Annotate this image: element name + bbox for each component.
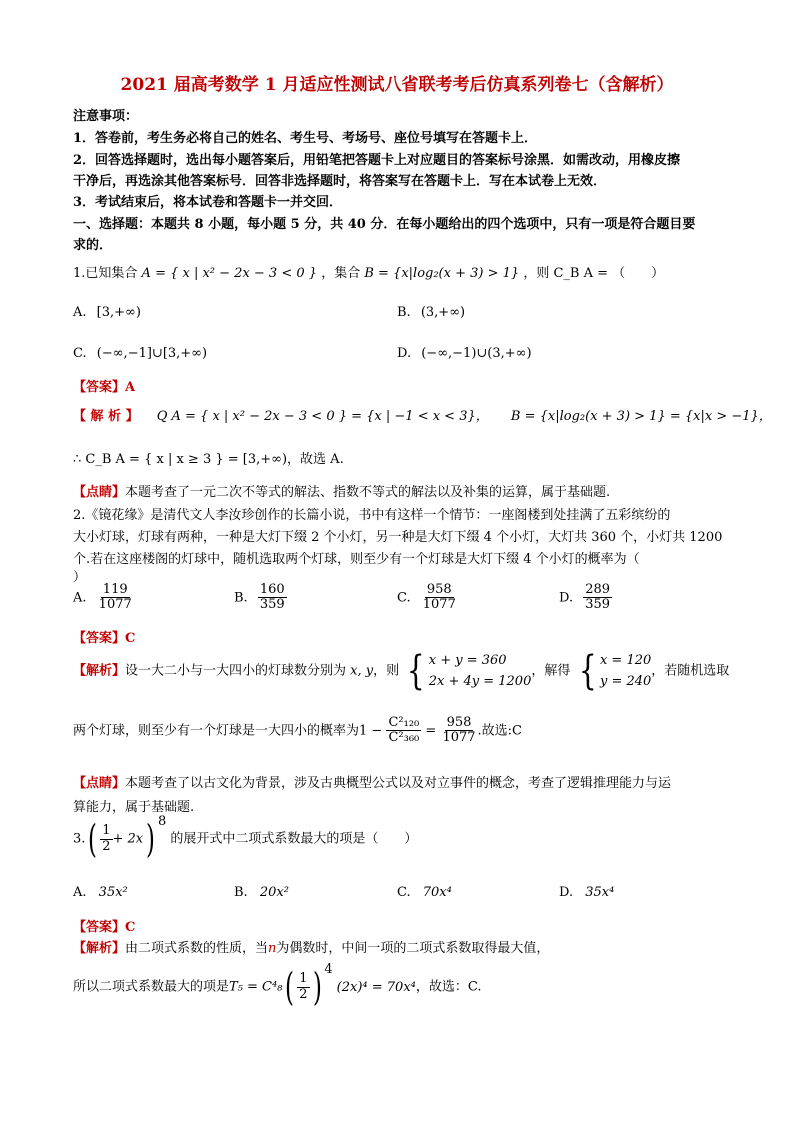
equation: 2x + 4y = 1200 [428, 674, 532, 689]
left-paren: ( [285, 965, 295, 1009]
q2-answer [73, 627, 135, 646]
q3-analysis-result [73, 962, 482, 1009]
result-fraction [297, 972, 309, 1002]
math-text: = [425, 723, 437, 739]
fraction-numerator: 160 [259, 582, 285, 597]
equation: y = 240 [599, 674, 652, 689]
q3-option-c [397, 885, 452, 900]
probability-fraction [386, 716, 421, 746]
fraction-denominator: 2 [102, 838, 111, 854]
option-label: C. [397, 590, 411, 606]
analysis-text: ，若随机选取 [651, 663, 730, 679]
q1-option-b [397, 305, 465, 320]
note-item: 3．考试结束后，将本试卷和答题卡一并交回． [73, 195, 343, 210]
comment-text: 本题考查了以古文化为背景，涉及古典概型公式以及对立事件的概念，考查了逻辑推理能力与运 [125, 776, 672, 791]
q1-answer [73, 376, 135, 395]
fraction-numerator: 958 [426, 582, 452, 597]
q1-stem-text: （ ） [612, 266, 665, 281]
option-label: A. [73, 305, 87, 320]
option-value: (−∞,−1]∪[3,+∞) [96, 346, 208, 361]
question-number: 3. [73, 831, 86, 847]
fraction-denominator: 359 [585, 597, 611, 613]
q1-analysis-set-b: B = {x|log₂(x + 3) > 1} = {x|x > −1}， [510, 409, 772, 424]
analysis-tag: 【解析】 [73, 941, 126, 956]
q3-option-a [73, 885, 128, 900]
option-label: C. [397, 885, 411, 900]
system-brace: { [578, 648, 597, 694]
q3-option-b [234, 885, 289, 900]
option-label: B. [234, 590, 248, 606]
analysis-text: 两个灯球，则至少有一个灯球是一大四小的概率为 [73, 723, 360, 739]
q1-stem-text: 1.已知集合 [73, 266, 138, 281]
exponent: 8 [157, 814, 167, 830]
answer-value: A [125, 380, 136, 395]
fraction-denominator: 1077 [422, 597, 456, 613]
option-label: D. [559, 885, 574, 900]
option-value: [3,+∞) [96, 305, 141, 320]
analysis-text: ，则 [373, 663, 400, 679]
option-value: 35x⁴ [585, 885, 615, 900]
option-label: B. [234, 885, 248, 900]
q2-option-d [559, 583, 612, 613]
option-value: (3,+∞) [420, 305, 466, 320]
note-item: 2．回答选择题时，选出每小题答案后，用铅笔把答题卡上对应题目的答案标号涂黑．如需改动，用橡皮擦 [73, 153, 681, 168]
math-text: + 2x [112, 831, 144, 847]
fraction-numerator: 289 [585, 582, 611, 597]
option-value: 70x⁴ [422, 885, 452, 900]
math-var: n [268, 941, 277, 956]
q1-option-d [397, 346, 532, 361]
math-text: (2x)⁴ = 70x⁴ [336, 979, 416, 995]
q1-stem-text: ，集合 [321, 266, 361, 281]
q2-stem-line: ） [73, 570, 87, 585]
option-fraction [97, 583, 134, 613]
left-paren: ( [88, 817, 98, 861]
analysis-text: .故选:C [477, 723, 522, 739]
q1-stem-text: ，则 [523, 266, 550, 281]
q1-complement: C_B A = [553, 266, 609, 281]
option-fraction [583, 583, 612, 613]
analysis-tag: 【解析】 [73, 663, 126, 679]
q2-analysis [73, 650, 729, 692]
option-value: 20x² [259, 885, 289, 900]
q1-set-b: B = {x|log₂(x + 3) > 1} [364, 266, 520, 281]
option-fraction [258, 583, 287, 613]
fraction-denominator: 359 [259, 597, 285, 613]
comment-tag: 【点睛】 [73, 776, 126, 791]
notes-heading: 注意事项： [73, 109, 139, 124]
equation: x = 120 [599, 653, 652, 668]
fraction-denominator: 1077 [98, 597, 132, 613]
fraction-numerator: 958 [446, 715, 472, 730]
option-label: A. [73, 885, 87, 900]
math-text: 1 − [359, 723, 383, 739]
option-value: 35x² [98, 885, 128, 900]
q2-stem-line: 个.若在这座楼阁的灯球中，随机选取两个灯球，则至少有一个灯球是大灯下缀 4 个小灯的概率为（ [73, 552, 640, 567]
analysis-text: 所以二项式系数最大的项是 [73, 979, 230, 995]
system-brace: { [407, 648, 425, 694]
q2-option-a [73, 583, 134, 613]
q1-option-c [73, 346, 207, 361]
fraction-numerator: 119 [102, 582, 128, 597]
option-label: D. [559, 590, 574, 606]
solution-system [600, 650, 651, 692]
analysis-text: ，解得 [531, 663, 571, 679]
equation-system [429, 650, 532, 692]
fraction-denominator: 2 [299, 986, 308, 1002]
q1-analysis-set-a: Q A = { x | x² − 2x − 3 < 0 } = {x | −1 < x < 3}， [156, 409, 489, 424]
q2-stem-line: 大小灯球，灯球有两种，一种是大灯下缀 2 个小灯，另一种是大灯下缀 4 个小灯，大灯共 360 个，小灯共 1200 [73, 530, 723, 545]
math-text: T₅ = C⁴₈ [229, 979, 283, 995]
q3-stem [73, 814, 418, 861]
analysis-text: ，故选：C. [415, 979, 482, 995]
q2-comment [73, 772, 671, 791]
equation: x + y = 360 [428, 653, 507, 668]
q1-option-a [73, 305, 141, 320]
option-label: D. [397, 346, 412, 361]
analysis-text: 由二项式系数的性质，当 [125, 941, 269, 956]
comment-tag: 【点睛】 [73, 485, 126, 500]
section-heading: 一、选择题：本题共 8 小题，每小题 5 分，共 40 分．在每小题给出的四个选项中，只有一项是符合题目要 [73, 217, 696, 232]
q2-analysis-probability [73, 716, 522, 746]
fraction-numerator: 1 [299, 971, 308, 987]
answer-value: C [125, 920, 136, 935]
q2-option-b [234, 583, 287, 613]
note-item: 1．答卷前，考生务必将自己的姓名、考生号、考场号、座位号填写在答题卡上． [73, 131, 538, 146]
section-heading: 求的． [73, 238, 113, 253]
option-value: (−∞,−1)∪(3,+∞) [421, 346, 532, 361]
document-title: 2021 届高考数学 1 月适应性测试八省联考考后仿真系列卷七（含解析） [120, 75, 674, 95]
q3-fraction [100, 824, 112, 854]
comment-text: 本题考查了一元二次不等式的解法、指数不等式的解法以及补集的运算，属于基础题. [125, 485, 611, 500]
q1-analysis-text: ∴ C_B A = { x | x ≥ 3 } = [3,+∞)，故选 A. [73, 452, 344, 467]
option-label: C. [73, 346, 87, 361]
analysis-tag: 【 解 析 】 [73, 409, 139, 424]
right-paren: ) [146, 817, 156, 861]
right-paren: ) [312, 965, 322, 1009]
q2-comment-line: 算能力，属于基础题. [73, 800, 195, 815]
answer-tag: 【答案】 [73, 631, 126, 646]
fraction-numerator: C²₁₂₀ [388, 715, 420, 730]
analysis-text: 为偶数时，中间一项的二项式系数取得最大值， [276, 941, 550, 956]
q2-stem-line: 2.《镜花缘》是清代文人李汝珍创作的长篇小说，书中有这样一个情节：一座阁楼到处挂满了五彩缤纷的 [73, 508, 671, 523]
answer-tag: 【答案】 [73, 920, 126, 935]
answer-tag: 【答案】 [73, 380, 126, 395]
q3-option-d [559, 885, 614, 900]
option-label: B. [397, 305, 411, 320]
q1-analysis [73, 405, 772, 424]
fraction-numerator: 1 [102, 823, 111, 839]
fraction-denominator: C²₃₆₀ [388, 730, 420, 746]
question-1-stem [73, 262, 664, 281]
q3-stem-text: 的展开式中二项式系数最大的项是（ ） [170, 831, 418, 847]
q2-vars: x, y [350, 663, 374, 679]
q3-answer [73, 916, 135, 935]
option-fraction [421, 583, 458, 613]
result-fraction [440, 716, 477, 746]
q3-analysis [73, 937, 549, 956]
option-label: A. [73, 590, 87, 606]
exponent: 4 [324, 962, 333, 978]
answer-value: C [125, 631, 136, 646]
q1-analysis-conclusion [73, 448, 344, 467]
q1-set-a: A = { x | x² − 2x − 3 < 0 } [141, 266, 318, 281]
fraction-denominator: 1077 [442, 730, 476, 746]
q2-option-c [397, 583, 458, 613]
q1-comment [73, 481, 610, 500]
analysis-text: 设一大二小与一大四小的灯球数分别为 [125, 663, 347, 679]
note-item: 干净后，再选涂其他答案标号．回答非选择题时，将答案写在答题卡上．写在本试卷上无效． [73, 174, 607, 189]
